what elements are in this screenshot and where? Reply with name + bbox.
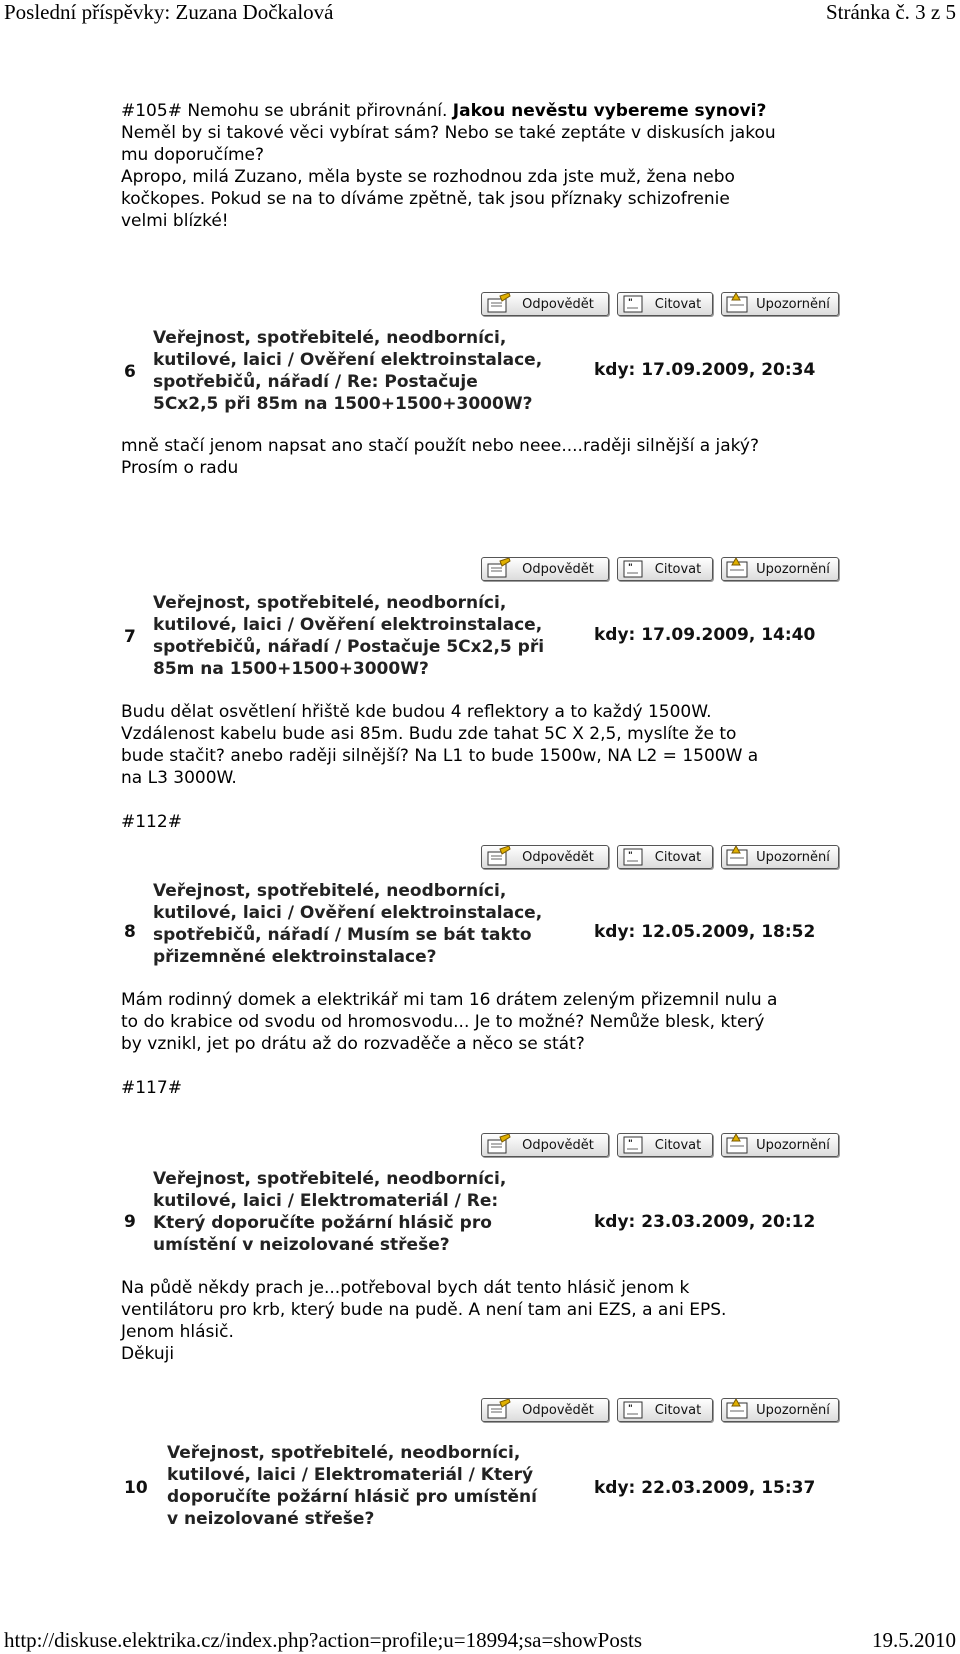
post-number: 9 xyxy=(124,1212,136,1232)
post-header xyxy=(121,1168,841,1264)
reply-label: Odpovědět xyxy=(522,1137,594,1153)
warn-label: Upozornění xyxy=(756,1137,830,1153)
warning-icon xyxy=(724,558,752,580)
reply-button[interactable] xyxy=(481,1398,609,1422)
page-footer xyxy=(0,1628,960,1654)
quote-label: Citovat xyxy=(654,1137,702,1153)
reply-label: Odpovědět xyxy=(522,296,594,312)
post-header xyxy=(121,1442,841,1538)
post-body: Budu dělat osvětlení hřiště kde budou 4 reflektory a to každý 1500W. Vzdálenost kabelu bude asi 85m. Budu zde tahat 5C X 2,5, myslíte že to bude stačit? anebo raději silnější? Na L1 to bude 1500w, NA L2 = 1500W a na L3 3000W. #112# xyxy=(121,702,759,832)
warning-icon xyxy=(724,1134,752,1156)
reply-button[interactable] xyxy=(481,845,609,869)
intro-text: #105# Nemohu se ubránit přirovnání. xyxy=(121,101,453,121)
reply-button[interactable] xyxy=(481,1133,609,1157)
warn-button[interactable] xyxy=(721,1133,839,1157)
post-topic-link[interactable]: Veřejnost, spotřebitelé, neodborníci, kutilové, laici / Ověření elektroinstalace, spotřebičů, nářadí / Musím se bát takto přizemněné elektroinstalace? xyxy=(153,881,543,967)
quote-label: Citovat xyxy=(654,1402,702,1418)
post-number: 10 xyxy=(124,1478,148,1498)
footer-url: http://diskuse.elektrika.cz/index.php?action=profile;u=18994;sa=showPosts xyxy=(4,1628,643,1652)
warn-button[interactable] xyxy=(721,557,839,581)
warn-label: Upozornění xyxy=(756,1402,830,1418)
svg-text:": " xyxy=(628,1139,633,1149)
warning-icon xyxy=(724,1399,752,1421)
post-date: kdy: 17.09.2009, 20:34 xyxy=(594,360,816,380)
warning-icon xyxy=(724,293,752,315)
post-body: mně stačí jenom napsat ano stačí použít nebo neee....raději silnější a jaký? Prosím o radu xyxy=(121,436,759,478)
post-header xyxy=(121,592,841,688)
post-topic-link[interactable]: Veřejnost, spotřebitelé, neodborníci, kutilové, laici / Ověření elektroinstalace, spotřebičů, nářadí / Re: Postačuje 5Cx2,5 při 85m na 1500+1500+3000W? xyxy=(153,328,543,414)
svg-text:": " xyxy=(628,851,633,861)
reply-pencil-icon xyxy=(484,558,512,580)
post-actions xyxy=(481,292,839,322)
reply-label: Odpovědět xyxy=(522,849,594,865)
post-body: Na půdě někdy prach je...potřeboval bych dát tento hlásič jenom k ventilátoru pro krb, který bude na pudě. A není tam ani EZS, a ani EPS. Jenom hlásič. Děkuji xyxy=(121,1278,727,1364)
warning-icon xyxy=(724,846,752,868)
warn-button[interactable] xyxy=(721,292,839,316)
quote-label: Citovat xyxy=(654,296,702,312)
quote-button[interactable] xyxy=(617,1133,713,1157)
reply-pencil-icon xyxy=(484,1399,512,1421)
reply-button[interactable] xyxy=(481,557,609,581)
reply-pencil-icon xyxy=(484,1134,512,1156)
page-number: Stránka č. 3 z 5 xyxy=(825,0,956,24)
post-body: Mám rodinný domek a elektrikář mi tam 16 drátem zeleným přizemnil nulu a to do krabice od svodu od hromosvodu... Je to možné? Nemůže blesk, který by vznikl, jet po drátu až do rozvaděče a něco se stát? #117# xyxy=(121,990,778,1098)
warn-button[interactable] xyxy=(721,1398,839,1422)
post-date: kdy: 17.09.2009, 14:40 xyxy=(594,625,816,645)
warn-label: Upozornění xyxy=(756,849,830,865)
quote-icon xyxy=(620,846,648,868)
intro-bold-text: Jakou nevěstu vybereme synovi? xyxy=(452,101,767,121)
svg-text:": " xyxy=(628,563,633,573)
post-header xyxy=(121,880,841,976)
post-topic-link[interactable]: Veřejnost, spotřebitelé, neodborníci, kutilové, laici / Elektromateriál / Který doporučíte požární hlásič pro umístění v neizolované střeše? xyxy=(167,1443,537,1529)
post-actions xyxy=(481,557,839,587)
quote-button[interactable] xyxy=(617,557,713,581)
post-date: kdy: 12.05.2009, 18:52 xyxy=(594,922,816,942)
footer-date: 19.5.2010 xyxy=(872,1628,956,1652)
post-actions xyxy=(481,845,839,875)
post-actions xyxy=(481,1133,839,1163)
post-header xyxy=(121,327,841,423)
warn-button[interactable] xyxy=(721,845,839,869)
reply-pencil-icon xyxy=(484,293,512,315)
post-number: 8 xyxy=(124,922,136,942)
reply-pencil-icon xyxy=(484,846,512,868)
page-title: Poslední příspěvky: Zuzana Dočkalová xyxy=(4,0,334,24)
reply-label: Odpovědět xyxy=(522,561,594,577)
post-number: 7 xyxy=(124,627,136,647)
svg-text:": " xyxy=(628,1404,633,1414)
quote-button[interactable] xyxy=(617,845,713,869)
warn-label: Upozornění xyxy=(756,561,830,577)
quote-icon xyxy=(620,558,648,580)
post-topic-link[interactable]: Veřejnost, spotřebitelé, neodborníci, kutilové, laici / Ověření elektroinstalace, spotřebičů, nářadí / Postačuje 5Cx2,5 při 85m na 1500+1500+3000W? xyxy=(153,593,545,679)
post-actions xyxy=(481,1398,839,1428)
intro-message xyxy=(121,100,841,232)
intro-rest: Neměl by si takové věci vybírat sám? Nebo se také zeptáte v diskusích jakou mu doporučíme? Apropo, milá Zuzano, měla byste se rozhodnou zda jste muž, žena nebo kočkopes. Pokud se na to díváme zpětně, tak jsou příznaky schizofrenie velmi blízké! xyxy=(121,123,776,231)
quote-icon xyxy=(620,293,648,315)
svg-text:": " xyxy=(628,298,633,308)
quote-icon xyxy=(620,1134,648,1156)
quote-label: Citovat xyxy=(654,849,702,865)
post-date: kdy: 23.03.2009, 20:12 xyxy=(594,1212,816,1232)
post-number: 6 xyxy=(124,362,136,382)
quote-icon xyxy=(620,1399,648,1421)
quote-button[interactable] xyxy=(617,292,713,316)
reply-button[interactable] xyxy=(481,292,609,316)
reply-label: Odpovědět xyxy=(522,1402,594,1418)
warn-label: Upozornění xyxy=(756,296,830,312)
page-header xyxy=(0,0,960,28)
quote-button[interactable] xyxy=(617,1398,713,1422)
quote-label: Citovat xyxy=(654,561,702,577)
post-topic-link[interactable]: Veřejnost, spotřebitelé, neodborníci, kutilové, laici / Elektromateriál / Re: Který doporučíte požární hlásič pro umístění v neizolované střeše? xyxy=(153,1169,507,1255)
post-date: kdy: 22.03.2009, 15:37 xyxy=(594,1478,816,1498)
